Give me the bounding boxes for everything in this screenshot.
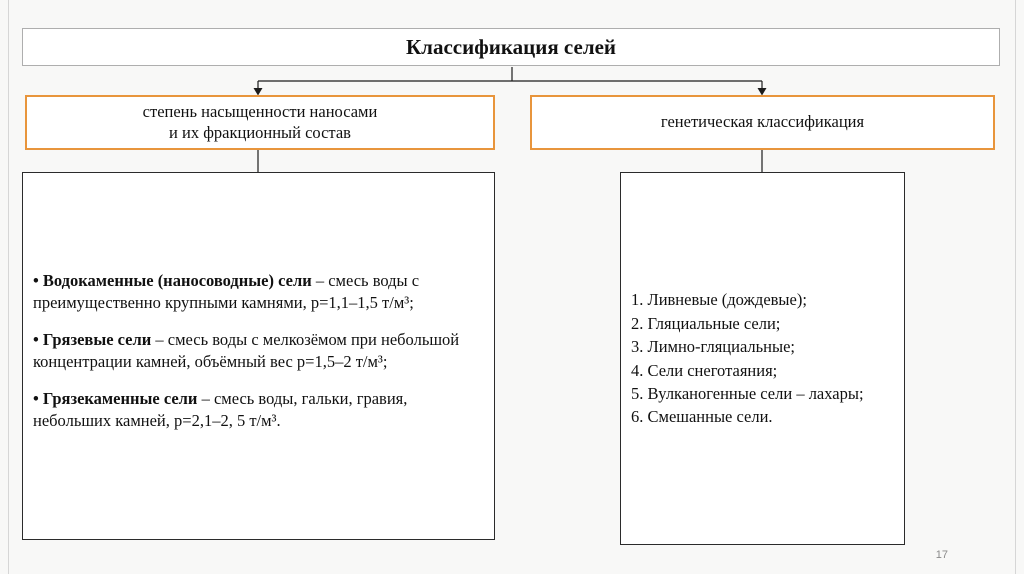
page-number: 17 — [935, 549, 948, 561]
bullet-description: – смесь воды с мелкозёмом при небольшой концентрации камней, объёмный вес р=1,5–2 т/м³; — [33, 330, 460, 371]
bullet-item — [33, 388, 480, 432]
genetic-list — [631, 288, 904, 429]
bullet-description: – смесь воды, гальки, гравия, небольших камней, р=2,1–2, 5 т/м³. — [33, 388, 408, 430]
slide-right-edge-line — [1015, 0, 1016, 574]
saturation-details-box — [22, 172, 495, 540]
bullet-term: • Грязекаменные сели — [33, 388, 198, 408]
list-item: 3. Лимно-гляциальные; — [631, 337, 796, 357]
title-box — [22, 28, 1000, 66]
branch-saturation — [25, 95, 495, 150]
branch-saturation-label-line1: степень насыщенности наносами — [142, 101, 378, 121]
list-item: 2. Гляциальные сели; — [631, 313, 781, 333]
branch-genetic — [530, 95, 995, 150]
slide-left-edge-line — [8, 0, 9, 574]
bullet-term: • Водокаменные (наносоводные) сели — [33, 271, 312, 291]
bullet-item — [33, 329, 480, 373]
list-item: 5. Вулканогенные сели – лахары; — [631, 383, 864, 403]
branch-genetic-label: генетическая классификация — [660, 112, 865, 132]
branch-saturation-label-line2: и их фракционный состав — [169, 122, 351, 142]
list-item: 6. Смешанные сели. — [631, 407, 773, 427]
bullet-description: – смесь воды с преимущественно крупными камнями, р=1,1–1,5 т/м³; — [33, 271, 420, 313]
bullet-item — [33, 270, 480, 314]
list-item: 4. Сели снеготаяния; — [631, 360, 778, 380]
bullet-term: • Грязевые сели — [33, 330, 152, 350]
page-title: Классификация селей — [405, 34, 617, 59]
list-item: 1. Ливневые (дождевые); — [631, 290, 807, 310]
genetic-list-box — [620, 172, 905, 545]
